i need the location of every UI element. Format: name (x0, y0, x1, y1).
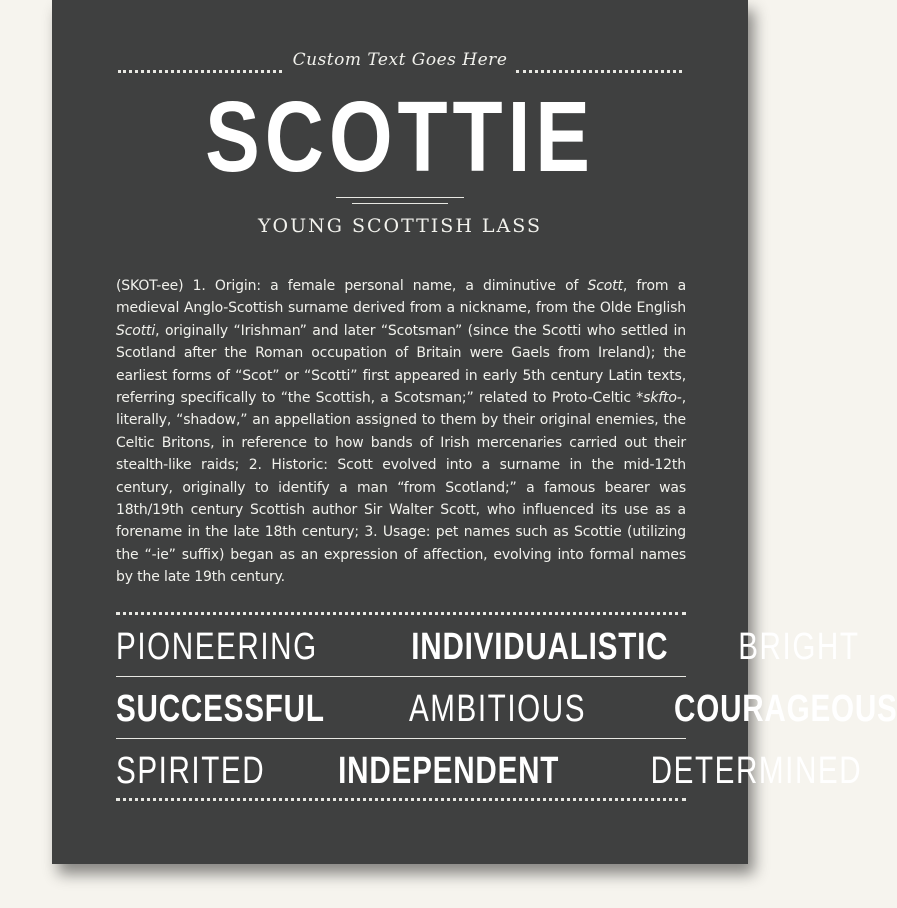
definition-text-1: (SKOT-ee) 1. Origin: a female personal name, a diminutive of (116, 278, 588, 294)
name-title: SCOTTIE (205, 81, 595, 193)
definition-paragraph (116, 275, 686, 589)
definition-text-4: , literally, “shadow,” an appellation assigned to them by their original enemies, the Celtic Britons, in reference to how bands of Irish mercenaries carried out their stealth-like raids; 2. Historic: Scott evolved into a surname in the mid-12th century, originally to identify a man “from Scotland;” a famous bearer was 18th/19th century Scottish author Sir Walter Scott, who influenced its use as a forename in the late 18th century; 3. Usage: pet names such as Scottie (utilizing the “-ie” suffix) began as an expression of affection, evolving into formal names by the late 19th century. (116, 390, 686, 586)
title-rule-upper (336, 197, 464, 198)
traits-rule-2 (116, 738, 686, 739)
dotted-divider-traits-bottom (116, 798, 686, 801)
trait-word: BRIGHT (738, 626, 860, 668)
trait-word: INDIVIDUALISTIC (410, 626, 668, 668)
name-poster (52, 0, 897, 864)
name-meaning-subtitle: YOUNG SCOTTISH LASS (258, 215, 542, 237)
traits-row-1 (116, 622, 860, 672)
title-rule-lower (352, 203, 448, 204)
traits-row-2 (116, 684, 897, 734)
trait-word: DETERMINED (650, 750, 862, 792)
dotted-divider-top-right (516, 70, 682, 73)
definition-text-2: , from a medieval Anglo-Scottish surname derived from a nickname, from the Olde English (116, 278, 687, 317)
trait-word: AMBITIOUS (408, 688, 586, 730)
traits-rule-1 (116, 676, 686, 677)
trait-word: COURAGEOUS (673, 688, 897, 730)
traits-row-3 (116, 746, 862, 796)
definition-text-3: , originally “Irishman” and later “Scotsman” (since the Scotti who settled in Scotland after the Roman occupation of Britain were Gaels from Ireland); the earliest forms of “Scot” or “Scotti” first appeared in early 5th century Latin texts, referring specifically to “the Scottish, a Scotsman;” related to Proto-Celtic (116, 322, 686, 407)
trait-word: SPIRITED (116, 750, 266, 792)
dotted-divider-top-left (118, 70, 282, 73)
dotted-divider-traits-top (116, 612, 686, 615)
trait-word: INDEPENDENT (338, 750, 560, 792)
definition-italic-scott: Scott (587, 278, 623, 294)
trait-word: SUCCESSFUL (116, 688, 325, 730)
custom-text: Custom Text Goes Here (292, 50, 508, 70)
definition-italic-scotti: Scotti (116, 322, 156, 339)
trait-word: PIONEERING (116, 626, 318, 668)
definition-italic-root: *skfto- (636, 390, 682, 407)
